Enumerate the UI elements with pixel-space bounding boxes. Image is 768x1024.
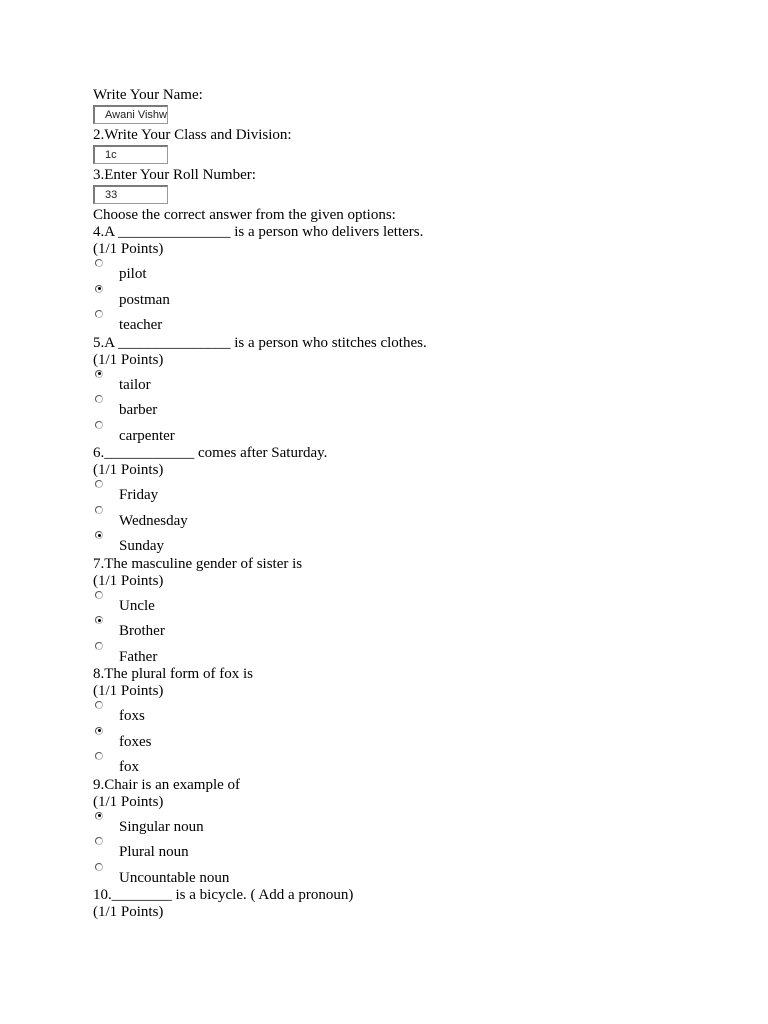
option-label: Uncle — [119, 597, 155, 614]
option-label: postman — [119, 291, 170, 308]
question-block — [93, 666, 713, 777]
roll-input[interactable] — [93, 185, 168, 204]
answer-option[interactable] — [93, 505, 713, 531]
question-points: (1/1 Points) — [93, 572, 164, 589]
answer-option[interactable] — [93, 530, 713, 556]
question-points: (1/1 Points) — [93, 351, 164, 368]
name-label: Write Your Name: — [93, 87, 203, 103]
name-field-group — [93, 87, 713, 124]
option-label: fox — [119, 759, 139, 775]
answer-option[interactable] — [93, 615, 713, 641]
question-list — [93, 224, 713, 921]
radio-unselected[interactable] — [95, 506, 103, 514]
answer-option[interactable] — [93, 726, 713, 752]
answer-option[interactable] — [93, 394, 713, 420]
answer-option[interactable] — [93, 751, 713, 777]
option-label: Singular noun — [119, 818, 204, 835]
instruction-text: Choose the correct answer from the given options: — [93, 207, 396, 223]
radio-selected[interactable] — [95, 531, 103, 539]
option-label: barber — [119, 402, 158, 418]
option-label: foxs — [119, 708, 145, 724]
radio-unselected[interactable] — [95, 837, 103, 845]
question-block — [93, 887, 713, 921]
answer-option[interactable] — [93, 369, 713, 395]
question-points: (1/1 Points) — [93, 683, 164, 699]
radio-unselected[interactable] — [95, 591, 103, 599]
answer-option[interactable] — [93, 836, 713, 862]
roll-label: 3.Enter Your Roll Number: — [93, 167, 256, 183]
question-text: 5.A _______________ is a person who stitches clothes. — [93, 334, 427, 351]
radio-unselected[interactable] — [95, 310, 103, 318]
option-label: Plural noun — [119, 844, 189, 860]
radio-unselected[interactable] — [95, 395, 103, 403]
answer-option[interactable] — [93, 862, 713, 888]
radio-unselected[interactable] — [95, 259, 103, 267]
question-text: 10.________ is a bicycle. ( Add a pronoun) — [93, 887, 354, 903]
option-label: foxes — [119, 733, 152, 750]
radio-unselected[interactable] — [95, 421, 103, 429]
option-label: pilot — [119, 266, 147, 282]
class-label: 2.Write Your Class and Division: — [93, 127, 292, 143]
question-block — [93, 224, 713, 335]
option-label: Father — [119, 648, 158, 665]
answer-option[interactable] — [93, 700, 713, 726]
radio-unselected[interactable] — [95, 863, 103, 871]
quiz-form — [93, 87, 713, 921]
class-field-group — [93, 127, 713, 164]
radio-unselected[interactable] — [95, 752, 103, 760]
option-label: Wednesday — [119, 512, 188, 529]
answer-option[interactable] — [93, 258, 713, 284]
question-text: 7.The masculine gender of sister is — [93, 555, 303, 572]
radio-selected[interactable] — [95, 285, 103, 293]
option-label: Brother — [119, 623, 165, 639]
name-input[interactable] — [93, 105, 168, 124]
option-label: Sunday — [119, 538, 164, 554]
question-block — [93, 335, 713, 446]
option-label: carpenter — [119, 427, 175, 444]
question-block — [93, 445, 713, 556]
question-block — [93, 556, 713, 667]
radio-unselected[interactable] — [95, 701, 103, 709]
option-label: teacher — [119, 317, 163, 333]
radio-selected[interactable] — [95, 727, 103, 735]
question-text: 6.____________ comes after Saturday. — [93, 445, 328, 461]
question-text: 4.A _______________ is a person who delivers letters. — [93, 224, 424, 240]
answer-option[interactable] — [93, 811, 713, 837]
answer-option[interactable] — [93, 479, 713, 505]
answer-option[interactable] — [93, 590, 713, 616]
question-points: (1/1 Points) — [93, 462, 164, 478]
question-points: (1/1 Points) — [93, 793, 164, 810]
radio-selected[interactable] — [95, 812, 103, 820]
answer-option[interactable] — [93, 420, 713, 446]
radio-unselected[interactable] — [95, 642, 103, 650]
answer-option[interactable] — [93, 284, 713, 310]
option-label: Friday — [119, 487, 159, 503]
answer-option[interactable] — [93, 641, 713, 667]
question-points: (1/1 Points) — [93, 904, 164, 920]
radio-unselected[interactable] — [95, 480, 103, 488]
answer-option[interactable] — [93, 309, 713, 335]
radio-selected[interactable] — [95, 616, 103, 624]
roll-field-group — [93, 167, 713, 204]
question-text: 9.Chair is an example of — [93, 776, 241, 793]
option-label: Uncountable noun — [119, 869, 230, 886]
radio-selected[interactable] — [95, 370, 103, 378]
question-block — [93, 777, 713, 888]
option-label: tailor — [119, 376, 151, 393]
question-text: 8.The plural form of fox is — [93, 666, 253, 682]
question-points: (1/1 Points) — [93, 241, 164, 257]
class-input[interactable] — [93, 145, 168, 164]
